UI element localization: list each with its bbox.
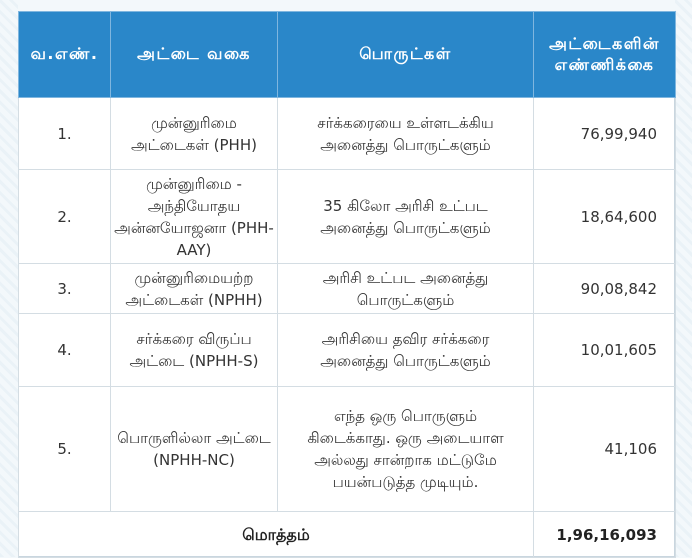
cell-card-type: பொருளில்லா அட்டை (NPHH-NC)	[111, 387, 278, 512]
cell-items: அரிசியை தவிர சர்க்கரை அனைத்து பொருட்களும்	[278, 314, 534, 387]
cell-serial-no: 5.	[19, 387, 111, 512]
cell-card-count: 10,01,605	[534, 314, 676, 387]
header-items: பொருட்கள்	[278, 12, 534, 98]
background-pattern-right	[675, 0, 692, 557]
cell-serial-no: 2.	[19, 170, 111, 264]
header-serial-no: வ.எண்.	[19, 12, 111, 98]
total-row	[19, 512, 676, 558]
cell-items: எந்த ஒரு பொருளும் கிடைக்காது. ஒரு அடையாள அல்லது சான்றாக மட்டுமே பயன்படுத்த முடியும்.	[278, 387, 534, 512]
header-card-count: அட்டைகளின் எண்ணிக்கை	[534, 12, 676, 98]
cell-card-type: சர்க்கரை விருப்ப அட்டை (NPHH-S)	[111, 314, 278, 387]
table-row	[19, 387, 676, 512]
table-row	[19, 264, 676, 314]
cell-card-count: 76,99,940	[534, 98, 676, 170]
cell-items: அரிசி உட்பட அனைத்து பொருட்களும்	[278, 264, 534, 314]
cell-items: சர்க்கரையை உள்ளடக்கிய அனைத்து பொருட்களும்	[278, 98, 534, 170]
cell-card-type: முன்னுரிமையற்ற அட்டைகள் (NPHH)	[111, 264, 278, 314]
table-row	[19, 314, 676, 387]
cell-serial-no: 4.	[19, 314, 111, 387]
background-pattern-left	[0, 0, 18, 557]
total-value: 1,96,16,093	[534, 512, 676, 558]
table-row	[19, 170, 676, 264]
cell-card-count: 41,106	[534, 387, 676, 512]
cell-card-count: 18,64,600	[534, 170, 676, 264]
cell-serial-no: 1.	[19, 98, 111, 170]
cell-items: 35 கிலோ அரிசி உட்பட அனைத்து பொருட்களும்	[278, 170, 534, 264]
header-row	[19, 12, 676, 98]
header-card-type: அட்டை வகை	[111, 12, 278, 98]
cell-card-type: முன்னுரிமை - அந்தியோதய அன்னயோஜனா (PHH-AAY)	[111, 170, 278, 264]
ration-card-table	[18, 11, 676, 558]
cell-card-count: 90,08,842	[534, 264, 676, 314]
table-row	[19, 98, 676, 170]
total-label: மொத்தம்	[19, 512, 534, 558]
cell-card-type: முன்னுரிமை அட்டைகள் (PHH)	[111, 98, 278, 170]
cell-serial-no: 3.	[19, 264, 111, 314]
